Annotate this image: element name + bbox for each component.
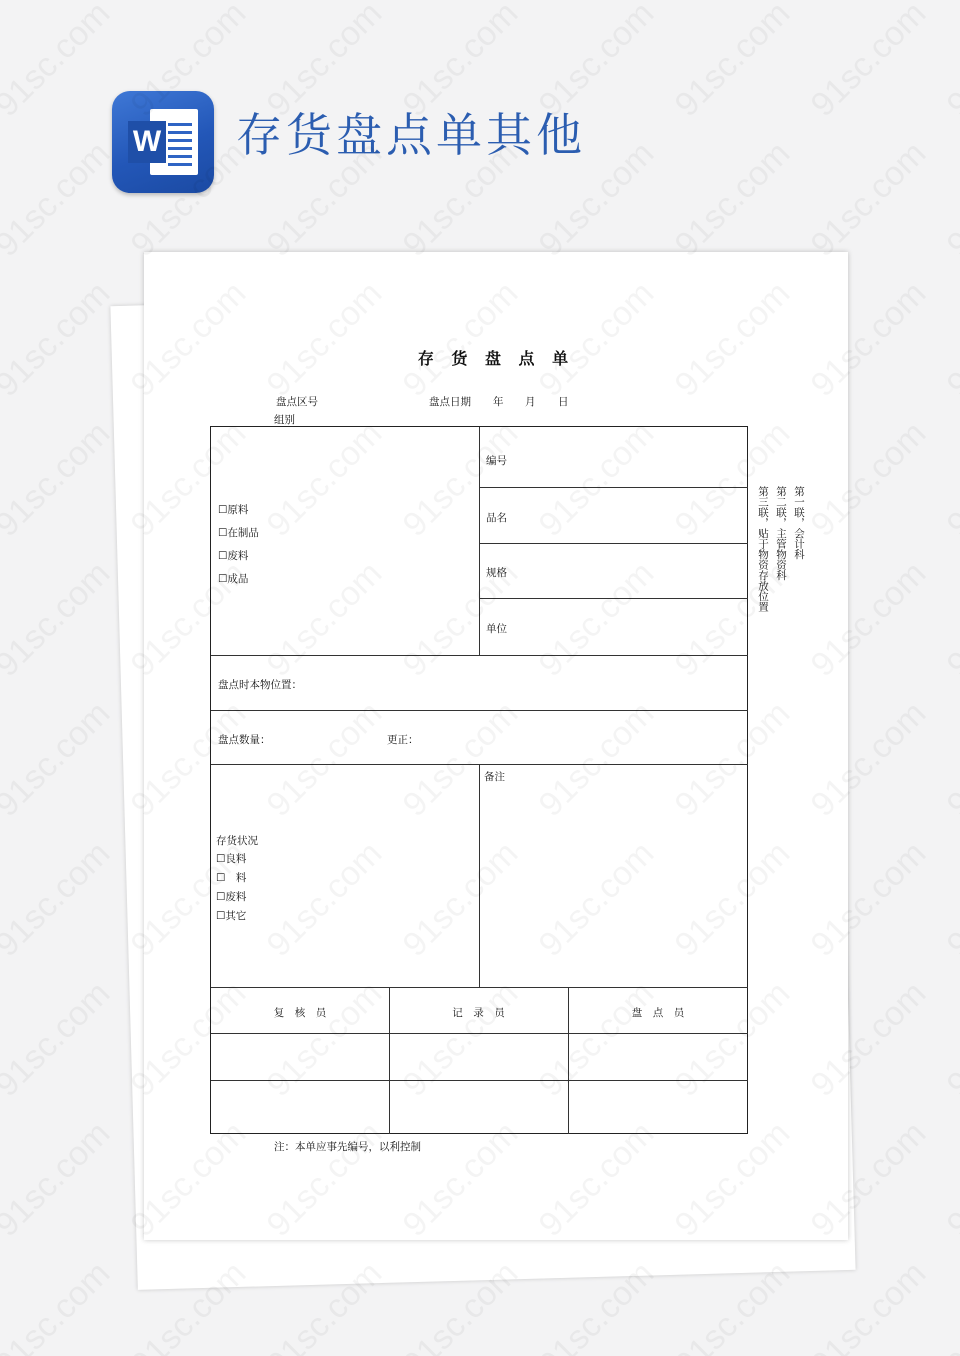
status-label: 存货状况 xyxy=(216,835,258,847)
watermark-text xyxy=(396,0,526,125)
status-option-good[interactable]: ☐良料 xyxy=(216,853,247,865)
category-option-scrap[interactable]: ☐废料 xyxy=(218,550,249,562)
watermark-text xyxy=(804,134,934,264)
banner-title: 存货盘点单其他 xyxy=(236,108,586,162)
watermark-text xyxy=(940,974,960,1104)
zone-label: 盘点区号 xyxy=(276,396,318,408)
watermark-text xyxy=(940,694,960,824)
number-field-label: 编号 xyxy=(486,455,507,467)
date-label: 盘点日期 xyxy=(429,396,471,408)
watermark-text xyxy=(940,134,960,264)
watermark-text xyxy=(940,1114,960,1244)
status-option-blank[interactable]: ☐ 料 xyxy=(216,872,247,884)
category-option-raw[interactable]: ☐原料 xyxy=(218,504,249,516)
document-sheet xyxy=(144,252,848,1240)
word-letter-icon: W xyxy=(128,121,166,163)
correction-field-label: 更正： xyxy=(387,734,419,746)
copy-note-first: 第一联，会计科 xyxy=(793,486,805,560)
watermark-text xyxy=(260,0,390,125)
unit-field-label: 单位 xyxy=(486,623,507,635)
location-field-label: 盘点时本物位置： xyxy=(218,679,302,691)
watermark-text xyxy=(0,0,118,125)
form-title: 存 货 盘 点 单 xyxy=(417,349,575,368)
word-app-icon xyxy=(112,91,214,193)
watermark-text xyxy=(940,834,960,964)
copy-note-third: 第三联，贴于物资存放位置 xyxy=(757,486,769,612)
watermark-text xyxy=(940,1254,960,1356)
day-label: 日 xyxy=(558,396,569,408)
watermark-text xyxy=(532,0,662,125)
watermark-text xyxy=(0,694,118,824)
watermark-text xyxy=(0,974,118,1104)
reviewer-header: 复 核 员 xyxy=(273,1007,327,1019)
watermark-text xyxy=(940,554,960,684)
category-option-wip[interactable]: ☐在制品 xyxy=(218,527,259,539)
watermark-text xyxy=(0,414,118,544)
watermark-text xyxy=(0,554,118,684)
remark-field-label: 备注 xyxy=(484,771,505,783)
name-field-label: 品名 xyxy=(486,512,507,524)
inventory-form-table xyxy=(210,426,748,1134)
watermark-text xyxy=(940,0,960,125)
group-label: 组别 xyxy=(274,414,295,426)
year-label: 年 xyxy=(493,396,504,408)
watermark-text xyxy=(0,834,118,964)
watermark-text xyxy=(0,1114,118,1244)
quantity-field-label: 盘点数量： xyxy=(218,734,271,746)
watermark-text xyxy=(668,134,798,264)
watermark-text xyxy=(940,414,960,544)
copy-note-second: 第二联，主管物资科 xyxy=(775,486,787,581)
watermark-text xyxy=(0,134,118,264)
status-option-scrap[interactable]: ☐废料 xyxy=(216,891,247,903)
watermark-text xyxy=(804,0,934,125)
watermark-text xyxy=(0,1254,118,1356)
status-option-other[interactable]: ☐其它 xyxy=(216,910,247,922)
watermark-text xyxy=(668,0,798,125)
month-label: 月 xyxy=(525,396,536,408)
watermark-text xyxy=(940,274,960,404)
counter-header: 盘 点 员 xyxy=(631,1007,685,1019)
spec-field-label: 规格 xyxy=(486,567,507,579)
watermark-text xyxy=(0,274,118,404)
form-footnote: 注：本单应事先编号，以利控制 xyxy=(274,1141,421,1153)
category-option-finished[interactable]: ☐成品 xyxy=(218,573,249,585)
recorder-header: 记 录 员 xyxy=(452,1007,505,1019)
